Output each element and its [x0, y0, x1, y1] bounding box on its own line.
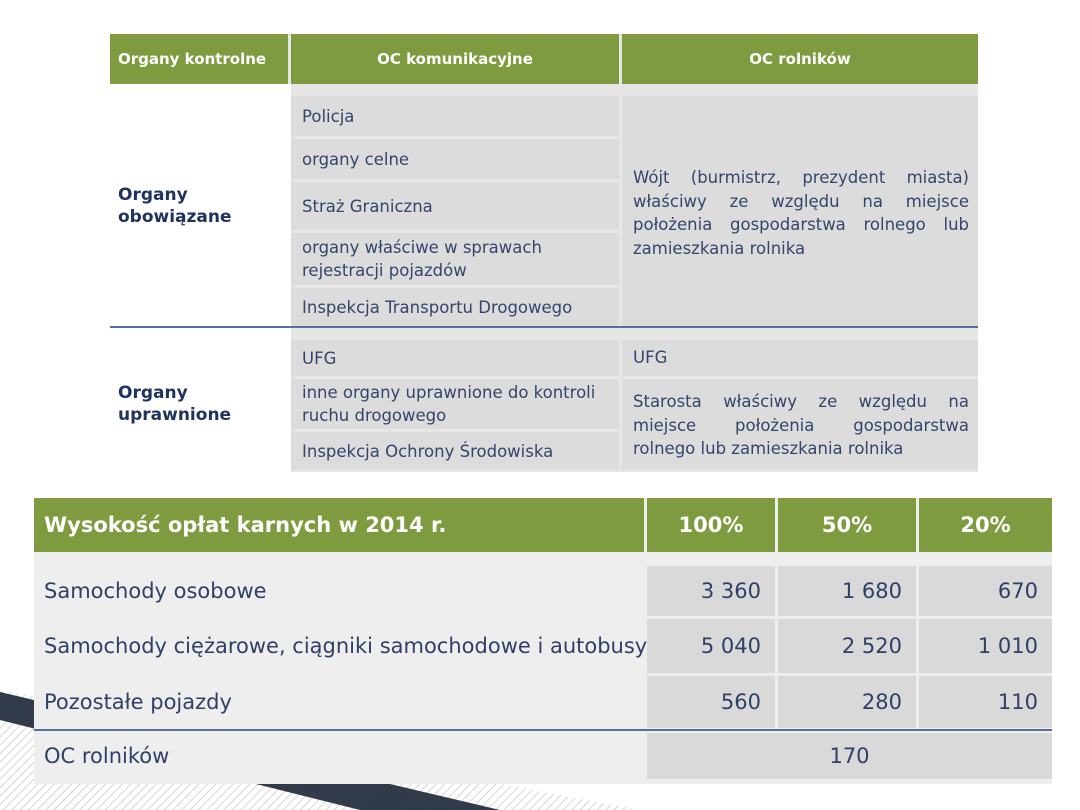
table-cell: 560 [647, 676, 775, 728]
header-oc-farmers: OC rolników [622, 34, 978, 84]
table-cell: 110 [919, 676, 1052, 728]
list-item: Inspekcja Ochrony Środowiska [291, 432, 619, 470]
list-item: UFG [291, 340, 619, 376]
table-cell: 1 680 [778, 566, 916, 616]
row-label: Samochody osobowe [44, 579, 267, 603]
header-oc-communication: OC komunikacyjne [291, 34, 619, 84]
table-cell: 5 040 [647, 619, 775, 673]
row-separator [34, 729, 1052, 731]
group-label-authorized: Organy uprawnione [118, 383, 232, 425]
farmers-authorized-text: Starosta właściwy ze względu na miejsce położenia gospodarstwa rolnego lub zamieszkania rolnika [622, 379, 978, 470]
farmers-obligated-text: Wójt (burmistrz, prezydent miasta) właściwy ze względu na miejsce położenia gospodarstwa rolnego lub zamieszkania rolnika [622, 96, 978, 326]
header-50: 50% [778, 498, 916, 552]
list-item: Policja [291, 96, 619, 136]
farmers-ufg-text: UFG [622, 340, 978, 376]
fees-title: Wysokość opłat karnych w 2014 r. [34, 498, 644, 552]
table-cell: 1 010 [919, 619, 1052, 673]
row-label: Samochody ciężarowe, ciągniki samochodowe i autobusy [44, 634, 648, 658]
list-item: organy celne [291, 139, 619, 179]
control-bodies-table [110, 34, 978, 472]
row-label: Pozostałe pojazdy [44, 690, 232, 714]
table-cell: 3 360 [647, 566, 775, 616]
header-20: 20% [919, 498, 1052, 552]
table-cell: 670 [919, 566, 1052, 616]
group-separator [110, 326, 978, 328]
table-cell: 280 [778, 676, 916, 728]
list-item: Straż Graniczna [291, 182, 619, 230]
group-label-obligated: Organy obowiązane [118, 185, 232, 227]
list-item: organy właściwe w sprawach rejestracji pojazdów [291, 233, 619, 285]
table-cell: 170 [647, 733, 1052, 779]
penalty-fees-table [34, 498, 1052, 784]
header-control-bodies: Organy kontrolne [110, 34, 288, 84]
table-cell: 2 520 [778, 619, 916, 673]
header-100: 100% [647, 498, 775, 552]
list-item: Inspekcja Transportu Drogowego [291, 288, 619, 326]
list-item: inne organy uprawnione do kontroli ruchu drogowego [291, 379, 619, 429]
row-label: OC rolników [44, 744, 170, 768]
